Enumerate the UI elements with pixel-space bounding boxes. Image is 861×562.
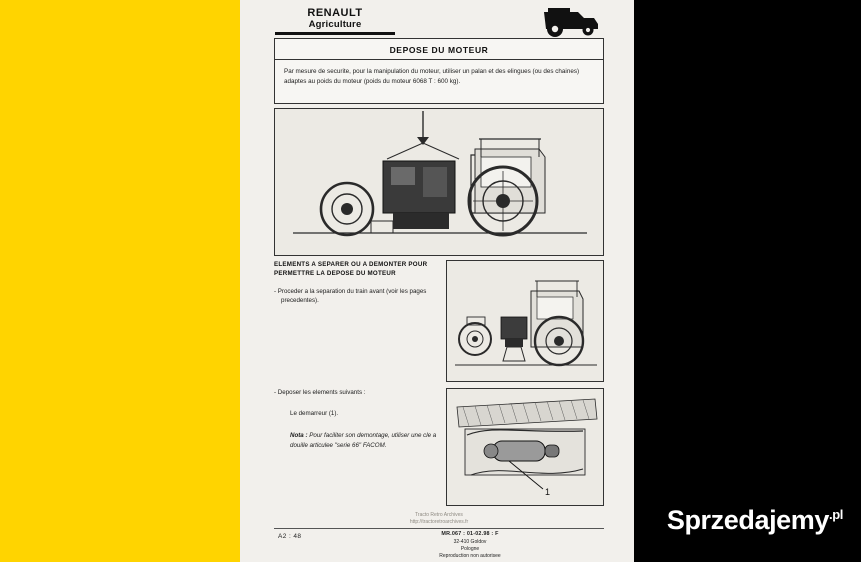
safety-note-box xyxy=(274,60,604,104)
watermark-text: Sprzedajemy xyxy=(666,505,830,535)
footer-divider xyxy=(274,528,604,529)
footer-address: 32-410 Goldov xyxy=(453,538,487,545)
brand-subtitle: Agriculture xyxy=(308,18,362,30)
section-item-1: - Proceder a la separation du train avant (voir les pages precedentes). xyxy=(274,287,427,305)
document-header xyxy=(240,4,634,38)
section-title-box xyxy=(274,38,604,60)
archive-credit xyxy=(274,512,604,526)
document-page xyxy=(240,0,634,562)
brand-logo xyxy=(275,8,395,35)
watermark-tld: .pl xyxy=(829,507,843,522)
section-heading: ELEMENTS A SEPARER OU A DEMONTER POUR PERMETTRE LA DEPOSE DU MOTEUR xyxy=(274,261,428,278)
safety-note-text: Par mesure de securite, pour la manipulation du moteur, utiliser un palan et des elingues (ou des chaines) adaptes au poids du moteur (poids du moteur 6068 T : 600 kg). xyxy=(284,68,580,85)
footer-rights: Reproduction non autorisee xyxy=(439,553,501,560)
mid-figure xyxy=(446,260,604,382)
brand-underline xyxy=(275,32,395,35)
nota-text: Pour faciliter son demontage, utiliser une cle a douille articulee "serie 66" FACOM. xyxy=(290,431,437,449)
svg-text:1: 1 xyxy=(545,487,551,497)
lower-text-block xyxy=(274,388,444,451)
nota-label: Nota : xyxy=(290,431,308,439)
credit-line-1: Tracto Retro Archives xyxy=(415,512,463,518)
left-color-band xyxy=(0,0,240,562)
tractor-icon xyxy=(538,6,608,38)
page-number: A2 : 48 xyxy=(278,533,302,540)
watermark xyxy=(667,507,843,534)
footer-imprint xyxy=(370,531,570,561)
page-title: DEPOSE DU MOTEUR xyxy=(389,45,489,55)
low-figure xyxy=(446,388,604,506)
section-item-2: - Deposer les elements suivants : xyxy=(274,389,366,396)
footer-country: Pologne xyxy=(460,546,480,553)
credit-line-2: http://tractoretroarchives.fr xyxy=(409,519,469,525)
main-figure xyxy=(274,108,604,256)
section-text-block xyxy=(274,260,440,382)
section-item-3: Le demarreur (1). xyxy=(290,409,339,417)
brand-name: RENAULT xyxy=(307,7,363,19)
nota-block xyxy=(274,431,444,451)
document-reference: MR.067 : 01-02.98 : F xyxy=(441,531,499,537)
